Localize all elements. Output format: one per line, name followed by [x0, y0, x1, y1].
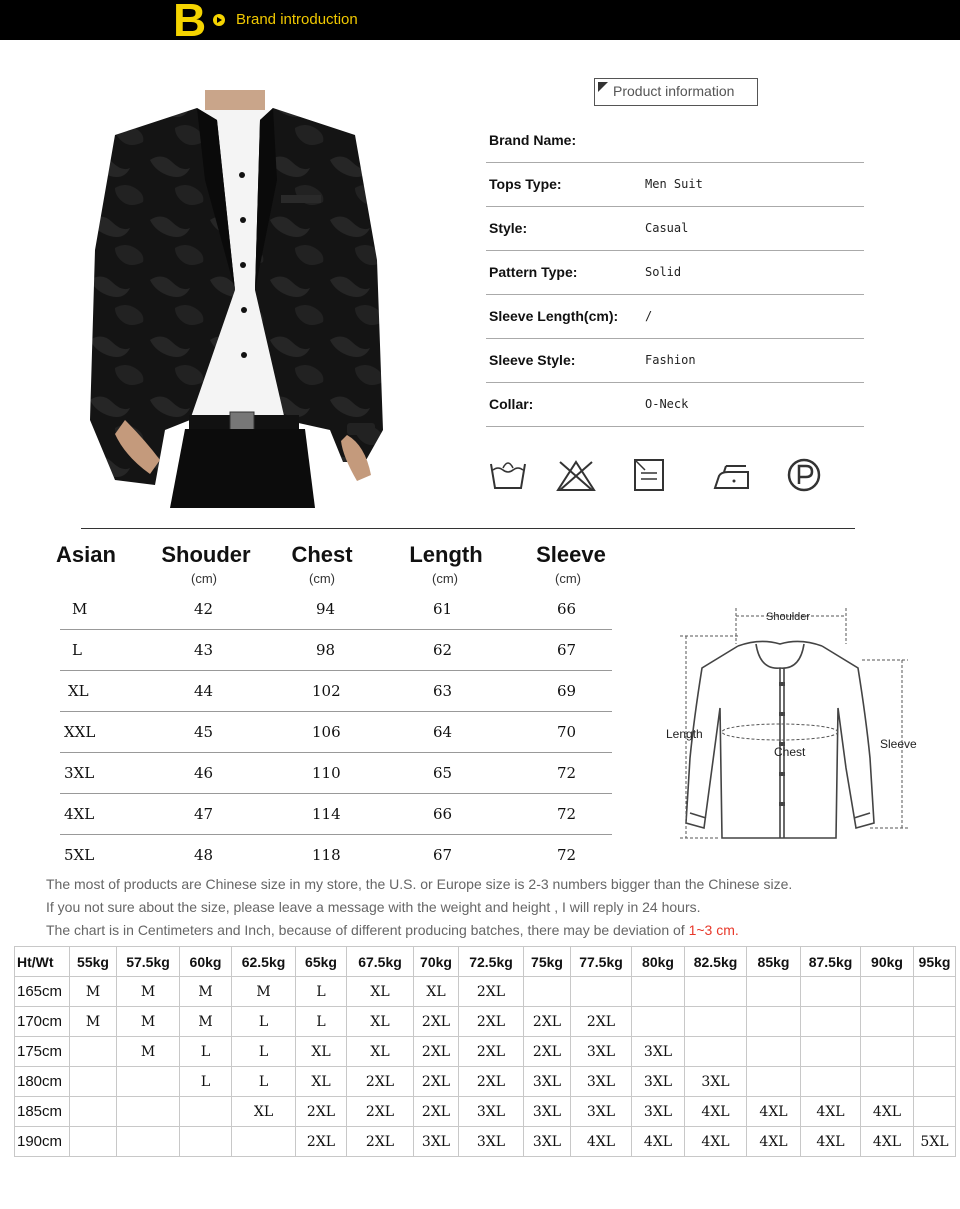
note-line-2: If you not sure about the size, please leave a message with the weight and height , I will reply in 24 hours.: [46, 899, 701, 915]
spec-row-brand-name: Brand Name:: [486, 118, 864, 163]
grid-row: 175cm M L L XL XL 2XL 2XL 2XL 3XL 3XL: [15, 1037, 956, 1067]
spec-row-sleeve-length: Sleeve Length(cm): /: [486, 294, 864, 339]
size-header-shouder: Shouder: [161, 542, 251, 567]
size-header-chest: Chest: [291, 542, 353, 567]
section-divider: [81, 528, 855, 529]
spec-row-tops-type: Tops Type: Men Suit: [486, 162, 864, 207]
corner-triangle-icon: [598, 82, 608, 92]
spec-row-style: Style: Casual: [486, 206, 864, 251]
spec-row-sleeve-style: Sleeve Style: Fashion: [486, 338, 864, 383]
note-line-1: The most of products are Chinese size in my store, the U.S. or Europe size is 2-3 numbers bigger than the Chinese size.: [46, 876, 793, 892]
size-row: 3XL 46 110 65 72: [60, 752, 612, 794]
header-bar: [0, 0, 960, 40]
hand-wash-icon: [488, 456, 528, 496]
play-bullet-icon: [213, 14, 225, 26]
size-header-sleeve: Sleeve: [536, 542, 606, 567]
size-row: L 43 98 62 67: [60, 629, 612, 671]
grid-row: 190cm 2XL 2XL 3XL 3XL 3XL 4XL 4XL 4XL 4XL 4XL 4XL 5XL: [15, 1127, 956, 1157]
note-line-3: The chart is in Centimeters and Inch, because of different producing batches, there may be deviation of 1~3 cm.: [46, 922, 739, 938]
size-row: XL 44 102 63 69: [60, 670, 612, 712]
grid-row: 185cm XL 2XL 2XL 2XL 3XL 3XL 3XL 3XL 4XL 4XL 4XL 4XL: [15, 1097, 956, 1127]
product-photo: [85, 90, 395, 508]
unit-sleeve: (cm): [555, 571, 581, 586]
size-row: 4XL 47 114 66 72: [60, 793, 612, 835]
size-header-asian: Asian: [56, 542, 116, 567]
unit-chest: (cm): [309, 571, 335, 586]
grid-row: 180cm L L XL 2XL 2XL 2XL 3XL 3XL 3XL 3XL: [15, 1067, 956, 1097]
size-header-length: Length: [409, 542, 483, 567]
size-row: 5XL 48 118 67 72: [64, 846, 577, 864]
brand-introduction-title: Brand introduction: [236, 11, 358, 28]
unit-length: (cm): [432, 571, 458, 586]
diagram-chest-label: Chest: [774, 745, 806, 759]
diagram-sleeve-label: Sleeve: [880, 737, 917, 751]
product-information-label: Product information: [594, 78, 758, 106]
grid-corner: Ht/Wt: [15, 947, 70, 977]
size-row: M 42 94 61 66: [60, 588, 612, 630]
unit-shouder: (cm): [191, 571, 217, 586]
spec-row-pattern-type: Pattern Type: Solid: [486, 250, 864, 295]
spec-row-collar: Collar: O-Neck: [486, 382, 864, 427]
dry-flat-icon: [630, 456, 670, 496]
height-weight-size-grid: [14, 946, 956, 1157]
grid-header-row: Ht/Wt 55kg 57.5kg 60kg 62.5kg 65kg 67.5kg 70kg 72.5kg 75kg 77.5kg 80kg 82.5kg 85kg 87.5kg 90kg 95kg: [15, 947, 956, 977]
measurement-diagram: [660, 598, 920, 848]
size-row: XXL 45 106 64 70: [60, 711, 612, 753]
brand-letter: B: [173, 0, 207, 46]
diagram-length-label: Length: [666, 727, 703, 741]
grid-row: 165cm M M M M L XL XL 2XL: [15, 977, 956, 1007]
do-not-bleach-icon: [556, 456, 596, 496]
diagram-shoulder-label: Shoulder: [766, 611, 811, 623]
iron-icon: [712, 456, 752, 496]
deviation-highlight: 1~3 cm.: [688, 922, 739, 938]
grid-row: 170cm M M M L L XL 2XL 2XL 2XL 2XL: [15, 1007, 956, 1037]
dry-clean-icon: [784, 456, 824, 496]
